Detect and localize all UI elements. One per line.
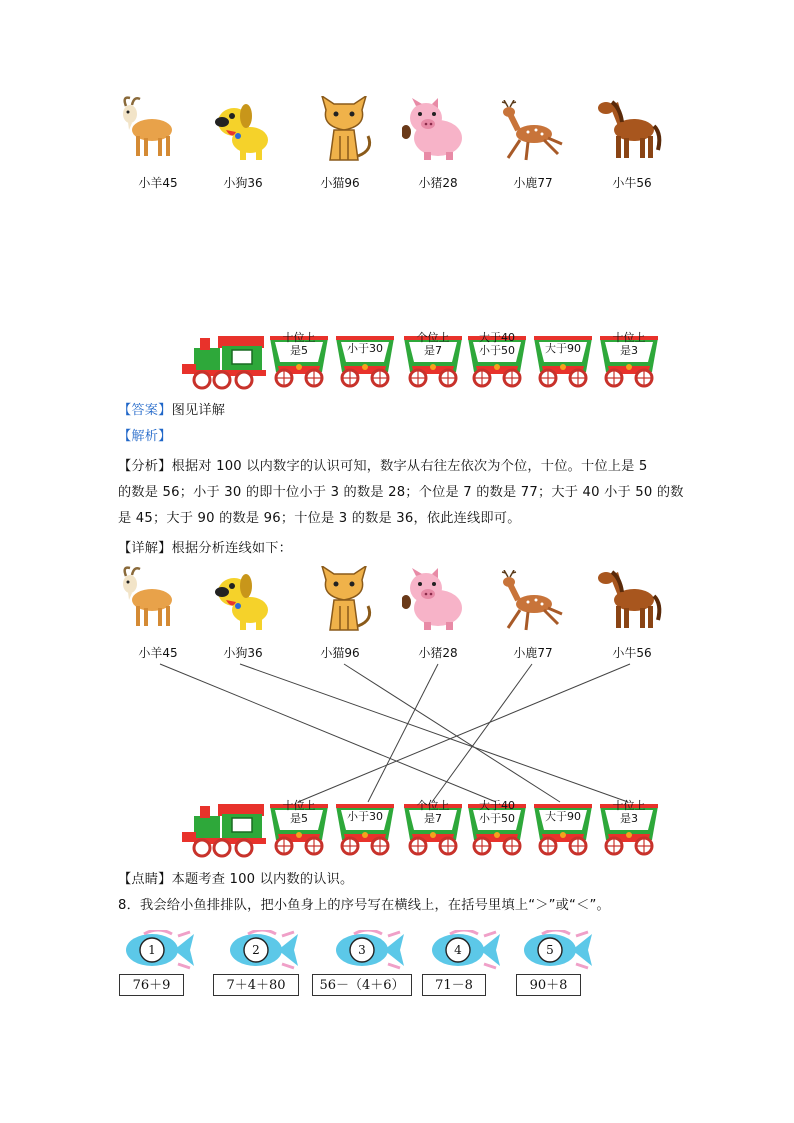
detail-text: 根据分析连线如下： [171,541,293,556]
car-2-line1: 小于30 [347,810,383,823]
animal-label-horse: 小牛56 [612,646,652,660]
car-6-line1: 十位上 [612,331,646,344]
analysis-line-3: 是 45；大于 90 的数是 96；十位是 3 的数是 36，依此连线即可。 [118,511,521,526]
comment-text: 本题考查 100 以内数的认识。 [171,872,354,887]
comment-tag: 【点睛】 [118,872,172,887]
animal-label-pig: 小猪28 [418,176,458,190]
fish-number-2: 2 [252,943,260,957]
car-2-line1: 小于30 [347,342,383,355]
line-horse-to-car1 [298,664,630,802]
detail-tag: 【详解】 [118,541,172,556]
animal-label-pig: 小猪28 [418,646,458,660]
fish-row [0,930,794,1002]
analysis-tag: 【分析】 [118,459,172,474]
car-3-line1: 个位上 [416,331,450,344]
animal-label-cat: 小猫96 [320,646,360,660]
question-8: 8．我会给小鱼排排队，把小鱼身上的序号写在横线上，在括号里填上“＞”或“＜”。 [118,898,610,913]
car-4-line2: 小于50 [479,812,515,825]
fish-icon-2 [228,930,298,970]
car-1-line1: 十位上 [282,799,316,812]
car-4-line2: 小于50 [479,344,515,357]
comment-line [118,867,353,893]
fish-expression-3: 56－（4＋6） [312,974,412,996]
answer-tag: 【答案】 [118,403,172,418]
line-deer-to-car3 [432,664,532,802]
fish-expression-1: 76＋9 [119,974,184,996]
car-3-line2: 是7 [424,344,442,357]
fish-icon-3 [334,930,404,970]
car-1-line2: 是5 [290,812,308,825]
car-1-line2: 是5 [290,344,308,357]
car-6-line1: 十位上 [612,799,646,812]
train-bottom [0,799,794,858]
animal-label-cat: 小猫96 [320,176,360,190]
line-goat-to-car4 [160,664,496,802]
fish-expression-4: 71－8 [422,974,486,996]
car-5-line1: 大于90 [545,342,581,355]
car-3-line1: 个位上 [416,799,450,812]
answer-text: 图见详解 [171,403,226,418]
animal-label-horse: 小牛56 [612,176,652,190]
fish-icon-5 [522,930,592,970]
car-1-line1: 十位上 [282,331,316,344]
animal-label-dog: 小狗36 [223,646,263,660]
animal-label-goat: 小羊45 [138,646,178,660]
fish-expression-2: 7＋4＋80 [213,974,299,996]
fish-number-3: 3 [358,943,366,957]
car-6-line2: 是3 [620,812,638,825]
fish-number-4: 4 [454,943,462,957]
fish-number-1: 1 [148,943,156,957]
line-cat-to-car5 [344,664,560,802]
animal-label-deer: 小鹿77 [513,646,553,660]
analysis-heading-tag: 【解析】 [118,429,172,444]
animal-label-deer: 小鹿77 [513,176,553,190]
car-4-line1: 大于40 [479,799,515,812]
animal-label-dog: 小狗36 [223,176,263,190]
line-pig-to-car2 [368,664,438,802]
car-6-line2: 是3 [620,344,638,357]
car-3-line2: 是7 [424,812,442,825]
car-5-line1: 大于90 [545,810,581,823]
line-dog-to-car6 [240,664,628,802]
car-4-line1: 大于40 [479,331,515,344]
fish-icon-1 [124,930,194,970]
fish-icon-4 [430,930,500,970]
analysis-line-1: 【分析】根据对 100 以内数字的认识可知，数字从右往左依次为个位，十位。十位上是 5 [118,459,648,474]
locomotive-icon [182,804,268,858]
fish-number-5: 5 [546,943,554,957]
animal-label-goat: 小羊45 [138,176,178,190]
analysis-line-2: 的数是 56；小于 30 的即十位小于 3 的数是 28；个位是 7 的数是 77；大于 40 小于 50 的数 [118,485,684,500]
fish-expression-5: 90＋8 [516,974,581,996]
